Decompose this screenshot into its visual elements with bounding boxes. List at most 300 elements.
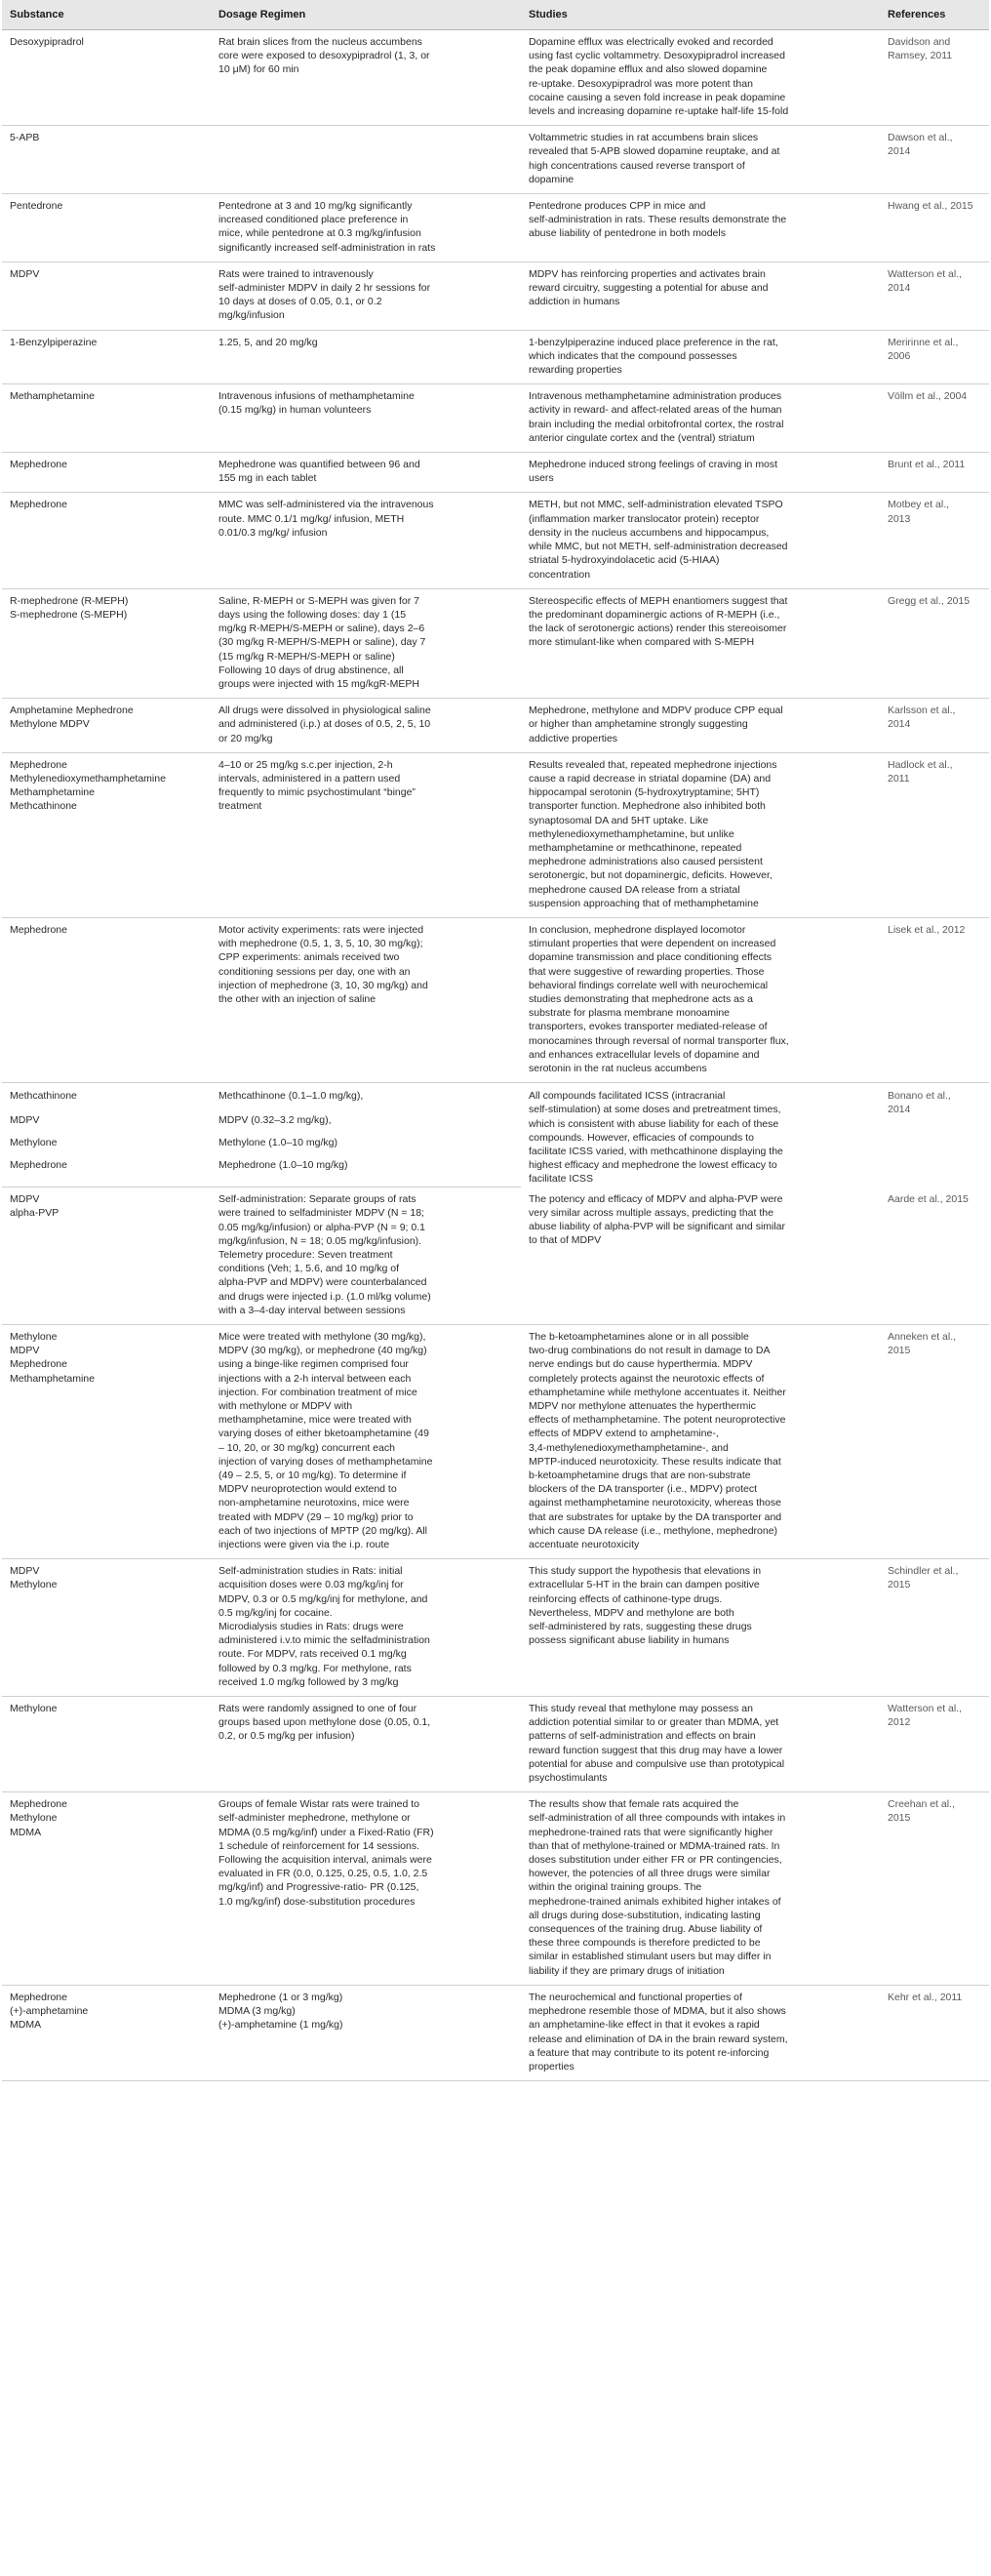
reference-cell — [880, 1559, 989, 1697]
studies-cell-line: possess significant abuse liability in humans — [529, 1634, 730, 1647]
dosage-cell-line: with a 3–4-day interval between sessions — [218, 1304, 406, 1316]
studies-cell-line: levels and increasing dopamine re-uptake half-life 15-fold — [529, 105, 789, 118]
dosage-cell — [211, 493, 521, 588]
studies-cell-line: brain including the medial orbitofrontal cortex, the rostral — [529, 418, 784, 430]
studies-cell-line: doses substitution under either FR or PR contingencies, — [529, 1854, 782, 1867]
dosage-cell-line: Rats were trained to intravenously — [218, 267, 374, 280]
substance-cell-line: Amphetamine Mephedrone — [10, 704, 134, 717]
studies-cell-line: activity in reward- and affect-related areas of the human — [529, 404, 782, 417]
studies-cell-line: self-administration of all three compounds with intakes in — [529, 1812, 786, 1825]
studies-cell-line: 1-benzylpiperazine induced place preference in the rat, — [529, 336, 778, 348]
dosage-cell-line: followed by 0.3 mg/kg. For methylone, rats — [218, 1662, 412, 1674]
substance-cell: Methcathinone — [10, 1090, 77, 1103]
substance-cell-line: Mephedrone — [10, 1798, 67, 1811]
dosage-cell-line: received 1.0 mg/kg followed by 3 mg/kg — [218, 1675, 399, 1688]
reference-cell-line: 2014 — [888, 718, 911, 731]
dosage-cell-line: were trained to selfadminister MDPV (N = 18; — [218, 1207, 424, 1220]
dosage-cell-line: Following 10 days of drug abstinence, all — [218, 664, 404, 676]
dosage-cell — [211, 1324, 521, 1558]
reference-cell-line: Watterson et al., — [888, 267, 963, 280]
dosage-cell-line: (15 mg/kg R-MEPH/S-MEPH or saline) — [218, 650, 395, 663]
studies-cell-line: properties — [529, 2060, 575, 2073]
table-row — [2, 1083, 989, 1113]
studies-cell — [521, 917, 880, 1082]
dosage-cell: Methylone (1.0–10 mg/kg) — [218, 1137, 337, 1149]
dosage-cell-line: methamphetamine, mice were treated with — [218, 1414, 412, 1427]
dosage-cell-line: intervals, administered in a pattern used — [218, 772, 401, 785]
studies-cell-line: b-ketoamphetamine drugs that are non-substrate — [529, 1469, 751, 1481]
dosage-cell-line: conditioning sessions per day, one with an — [218, 965, 411, 978]
dosage-cell-line: 1 schedule of reinforcement for 14 sessions. — [218, 1839, 420, 1852]
table-row — [2, 330, 989, 384]
substance-cell — [2, 1324, 211, 1558]
reference-cell-line: 2006 — [888, 349, 911, 362]
table-row — [2, 384, 989, 453]
reference-cell-line: Dawson et al., — [888, 132, 953, 144]
studies-cell-line: psychostimulants — [529, 1772, 608, 1785]
studies-cell — [521, 384, 880, 453]
dosage-cell-line: injections were given via the i.p. route — [218, 1539, 390, 1550]
studies-cell-line: more stimulant-like when compared with S-MEPH — [529, 636, 755, 649]
studies-cell-line: hippocampal serotonin (5-hydroxytryptamine; 5HT) — [529, 786, 760, 799]
reference-cell — [880, 1985, 989, 2080]
dosage-cell — [211, 453, 521, 493]
reference-cell — [880, 493, 989, 588]
dosage-cell: Mephedrone (1.0–10 mg/kg) — [211, 1157, 521, 1187]
reference-cell — [880, 194, 989, 262]
substance-cell-line: Methylone — [10, 1330, 58, 1343]
dosage-cell-line: each of two injections of MPTP (20 mg/kg). All — [218, 1524, 427, 1537]
studies-cell — [521, 262, 880, 330]
studies-cell-line: or higher than amphetamine strongly suggesting — [529, 718, 748, 731]
studies-cell-line: Voltammetric studies in rat accumbens brain slices — [529, 132, 759, 144]
dosage-cell-line: Groups of female Wistar rats were trained to — [218, 1798, 419, 1811]
dosage-cell-line: (49 – 2.5, 5, or 10 mg/kg). To determine if — [218, 1469, 407, 1481]
table-body-continued — [2, 1187, 989, 2081]
dosage-cell — [211, 262, 521, 330]
dosage-cell — [211, 1792, 521, 1986]
studies-cell-line: serotonergic, but not dopaminergic, deficits. However, — [529, 869, 773, 882]
dosage-cell-line: MDPV neuroprotection would extend to — [218, 1483, 397, 1496]
dosage-cell-line: 0.5 mg/kg/inj for cocaine. — [218, 1606, 333, 1619]
reference-cell-line: Creehan et al., — [888, 1798, 955, 1811]
dosage-cell-line: with mephedrone (0.5, 1, 3, 5, 10, 30 mg/kg); — [218, 938, 423, 950]
table-row — [2, 493, 989, 588]
substance-cell-line: Methylenedioxymethamphetamine — [10, 772, 166, 785]
table-body-bonano — [2, 1083, 989, 1187]
studies-cell-line: that are substrates for uptake by the DA transporter and — [529, 1510, 782, 1523]
dosage-cell — [211, 1985, 521, 2080]
studies-cell-line: self-administered by rats, suggesting these drugs — [529, 1621, 752, 1633]
studies-cell-line: compounds. However, efficacies of compounds to — [529, 1131, 754, 1144]
studies-cell-line: studies demonstrating that mephedrone acts as a — [529, 992, 753, 1005]
substance-cell — [2, 752, 211, 917]
reference-cell-line: 2014 — [888, 1104, 911, 1116]
studies-cell-line: mephedrone resemble those of MDMA, but it also shows — [529, 2005, 786, 2018]
dosage-cell-line: with methylone or MDPV with — [218, 1399, 353, 1412]
reference-cell — [880, 917, 989, 1082]
substance-cell-line: MDPV — [10, 267, 40, 280]
studies-cell-line: MPTP-induced neurotoxicity. These results indicate that — [529, 1455, 781, 1468]
substance-cell — [2, 699, 211, 753]
dosage-cell-line: conditions (Veh; 1, 5.6, and 10 mg/kg of — [218, 1263, 400, 1275]
substance-cell-line: R-mephedrone (R-MEPH) — [10, 594, 129, 607]
substance-cell-line: Mephedrone — [10, 1358, 67, 1371]
dosage-cell-line: self-administer MDPV in daily 2 hr sessions for — [218, 282, 431, 295]
studies-cell-line: reward circuitry, suggesting a potential for abuse and — [529, 282, 769, 295]
dosage-cell — [211, 917, 521, 1082]
dosage-cell-line: mg/kg R-MEPH/S-MEPH or saline), days 2–6 — [218, 623, 425, 635]
studies-cell-line: very similar across multiple assays, predicting that the — [529, 1206, 773, 1219]
substance-cell-line: Mephedrone — [10, 499, 67, 511]
table-row — [2, 1792, 989, 1986]
studies-cell-line: mephedrone-trained rats that were significantly higher — [529, 1826, 773, 1838]
studies-cell-line: Nevertheless, MDPV and methylone are both — [529, 1606, 734, 1619]
dosage-cell: Methcathinone (0.1–1.0 mg/kg), — [218, 1090, 364, 1103]
dosage-cell-line: 10 days at doses of 0.05, 0.1, or 0.2 — [218, 296, 382, 308]
studies-cell-line: highest efficacy and mephedrone the lowest efficacy to — [529, 1159, 777, 1172]
dosage-cell — [211, 384, 521, 453]
studies-cell-line: All compounds facilitated ICSS (intracranial — [529, 1090, 726, 1103]
dosage-cell-line: injections with a 2-h interval between each — [218, 1372, 412, 1385]
dosage-cell-line: or 20 mg/kg — [218, 732, 273, 745]
substance-cell-line: Mephedrone — [10, 459, 67, 471]
reference-cell-line: Meririnne et al., — [888, 336, 959, 348]
dosage-cell — [211, 126, 521, 194]
reference-cell — [880, 262, 989, 330]
table-row — [2, 752, 989, 917]
studies-cell-line: This study reveal that methylone may possess an — [529, 1703, 753, 1715]
substance-cell-line: MDMA — [10, 2019, 42, 2032]
studies-cell-line: In conclusion, mephedrone displayed locomotor — [529, 923, 746, 936]
studies-cell-line: substrate for plasma membrane monoamine — [529, 1007, 731, 1020]
dosage-cell-line: the other with an injection of saline — [218, 992, 377, 1005]
studies-cell — [521, 588, 880, 698]
substance-cell-line: S-mephedrone (S-MEPH) — [10, 608, 128, 621]
dosage-cell-line: 0.01/0.3 mg/kg/ infusion — [218, 526, 328, 539]
dosage-cell-line: Rat brain slices from the nucleus accumbens — [218, 36, 422, 48]
reference-cell-line: Brunt et al., 2011 — [888, 459, 966, 471]
studies-cell-line: facilitate ICSS — [529, 1173, 593, 1186]
substance-cell-line: 1-Benzylpiperazine — [10, 336, 98, 348]
studies-cell-line: which is consistent with abuse liability for each of these — [529, 1117, 779, 1130]
studies-cell-line: The potency and efficacy of MDPV and alpha-PVP were — [529, 1192, 783, 1205]
studies-cell-line: rewarding properties — [529, 364, 622, 377]
studies-cell-line: self-administration in rats. These results demonstrate the — [529, 214, 787, 226]
dosage-cell — [211, 1697, 521, 1792]
reference-cell — [880, 588, 989, 698]
studies-cell-line: Mephedrone induced strong feelings of craving in most — [529, 459, 778, 471]
reference-cell-line: Watterson et al., — [888, 1703, 963, 1715]
dosage-cell-line: (30 mg/kg R-MEPH/S-MEPH or saline), day 7 — [218, 636, 426, 649]
studies-cell-line: all drugs during dose-substitution, indicating lasting — [529, 1909, 761, 1921]
studies-cell-line: transporters, evokes transporter mediated-release of — [529, 1021, 768, 1033]
dosage-cell-line: significantly increased self-administration in rats — [218, 241, 436, 254]
substance-cell-line: Methamphetamine — [10, 390, 95, 403]
substance-cell-line: MDPV — [10, 1565, 40, 1578]
substance-cell-line: Mephedrone — [10, 758, 67, 771]
studies-cell-line: MDPV nor methylone attenuates the hyperthermic — [529, 1399, 756, 1412]
studies-cell-line: METH, but not MMC, self-administration elevated TSPO — [529, 499, 783, 511]
substance-cell — [2, 1697, 211, 1792]
substance-cell — [2, 384, 211, 453]
substance-cell-line: Methylone MDPV — [10, 718, 90, 731]
studies-cell — [521, 699, 880, 753]
reference-cell — [880, 1697, 989, 1792]
dosage-cell-line: route. MMC 0.1/1 mg/kg/ infusion, METH — [218, 512, 405, 525]
dosage-cell-line: alpha-PVP and MDPV) were counterbalanced — [218, 1276, 427, 1289]
dosage-cell-line: 155 mg in each tablet — [218, 472, 317, 485]
reference-cell-line: 2011 — [888, 772, 910, 785]
reference-cell — [880, 330, 989, 384]
table-row — [2, 126, 989, 194]
studies-cell-line: accentuate neurotoxicity — [529, 1539, 640, 1550]
dosage-cell-line: varying doses of either bketoamphetamine (49 — [218, 1428, 429, 1440]
studies-cell-line: The results show that female rats acquired the — [529, 1798, 739, 1811]
substance-cell — [2, 1187, 211, 1325]
studies-cell-line: potential for abuse and compulsive use than prototypical — [529, 1757, 785, 1770]
table-row — [2, 1559, 989, 1697]
dosage-cell-line: MDMA (0.5 mg/kg/inf) under a Fixed-Ratio (FR) — [218, 1826, 434, 1838]
studies-cell-line: Intravenous methamphetamine administration produces — [529, 390, 782, 403]
studies-cell-line: addiction in humans — [529, 296, 620, 308]
dosage-cell-line: using a binge-like regimen comprised four — [218, 1358, 409, 1371]
dosage-cell-line: MDPV, 0.3 or 0.5 mg/kg/inj for methylone, and — [218, 1592, 428, 1605]
dosage-cell-line: core were exposed to desoxypipradrol (1, 3, or — [218, 50, 430, 62]
studies-cell-line: concentration — [529, 568, 591, 581]
dosage-cell-line: 1.25, 5, and 20 mg/kg — [218, 336, 318, 348]
dosage-cell — [211, 330, 521, 384]
substance-cell: Methylone — [10, 1137, 58, 1149]
studies-cell-line: ethamphetamine while methylone accentuates it. Neither — [529, 1386, 786, 1398]
substance-cell-line: Pentedrone — [10, 200, 63, 213]
studies-cell-line: while MMC, but not METH, self-administration decreased — [529, 541, 788, 553]
studies-cell-line: two-drug combinations do not result in damage to DA — [529, 1345, 771, 1357]
dosage-cell-line: (+)-amphetamine (1 mg/kg) — [218, 2019, 343, 2032]
studies-cell-line: transporter function. Mephedrone also inhibited both — [529, 800, 766, 813]
dosage-cell-line: Rats were randomly assigned to one of four — [218, 1703, 417, 1715]
header-substance: Substance — [2, 0, 211, 30]
dosage-cell-line: Self-administration studies in Rats: initial — [218, 1565, 403, 1578]
dosage-cell-line: MDMA (3 mg/kg) — [218, 2005, 296, 2018]
studies-cell — [521, 752, 880, 917]
studies-cell-line: similar in established stimulant users but may differ in — [529, 1951, 772, 1963]
studies-cell — [521, 30, 880, 126]
substance-cell-line: Mephedrone — [10, 1991, 67, 2003]
table-row — [2, 1985, 989, 2080]
dosage-cell-line: Pentedrone at 3 and 10 mg/kg significantly — [218, 200, 413, 213]
substance-cell-line: Methamphetamine — [10, 786, 95, 799]
reference-cell — [880, 699, 989, 753]
studies-cell-line: methamphetamine or methcathinone, repeated — [529, 841, 742, 854]
substance-cell — [2, 493, 211, 588]
studies-cell-line: extracellular 5-HT in the brain can dampen positive — [529, 1579, 760, 1591]
studies-cell-line: revealed that 5-APB slowed dopamine reuptake, and at — [529, 145, 780, 158]
substance-cell — [2, 194, 211, 262]
dosage-cell-line: non-amphetamine neurotoxins, mice were — [218, 1497, 410, 1509]
substance-cell-line: Methylone — [10, 1703, 58, 1715]
substance-cell — [2, 1792, 211, 1986]
studies-cell-line: and enhances extracellular levels of dopamine and — [529, 1048, 760, 1061]
table-row — [2, 1324, 989, 1558]
dosage-cell-line: mg/kg/infusion — [218, 309, 285, 322]
substance-cell — [2, 262, 211, 330]
studies-cell — [521, 1324, 880, 1558]
studies-cell — [521, 194, 880, 262]
studies-cell — [521, 1083, 880, 1187]
studies-cell-line: mephedrone caused DA release from a striatal — [529, 883, 740, 896]
studies-cell-line: Stereospecific effects of MEPH enantiomers suggest that — [529, 594, 788, 607]
substance-cell-line: Methylone — [10, 1579, 58, 1591]
studies-cell-line: Mephedrone, methylone and MDPV produce CPP equal — [529, 704, 783, 717]
dosage-cell-line: 4–10 or 25 mg/kg s.c.per injection, 2-h — [218, 758, 393, 771]
dosage-cell-line: Intravenous infusions of methamphetamine — [218, 390, 415, 403]
reference-cell-line: Davidson and — [888, 36, 951, 48]
dosage-cell-line: mg/kg/infusion, N = 18; 0.05 mg/kg/infusion). — [218, 1234, 422, 1247]
dosage-cell-line: injection. For combination treatment of mice — [218, 1386, 417, 1398]
dosage-cell-line: groups were injected with 15 mg/kgR-MEPH — [218, 677, 420, 690]
table-row — [2, 1697, 989, 1792]
substance-cell — [2, 30, 211, 126]
studies-cell-line: the predominant dopaminergic actions of R-MEPH (i.e., — [529, 608, 780, 621]
studies-cell-line: than that of methylone-trained or MDMA-trained rats. In — [529, 1839, 780, 1852]
studies-cell-line: MDPV has reinforcing properties and activates brain — [529, 267, 766, 280]
substance-cell — [2, 917, 211, 1082]
studies-cell-line: dopamine — [529, 173, 575, 185]
dosage-cell-line: Self-administration: Separate groups of rats — [218, 1193, 416, 1206]
studies-cell-line: high concentrations caused reverse transport of — [529, 159, 745, 172]
studies-cell-line: the lack of serotonergic actions) render this stereoisomer — [529, 623, 787, 635]
studies-cell-line: release and elimination of DA in the brain reward system, — [529, 2033, 788, 2045]
table-row — [2, 588, 989, 698]
studies-cell-line: consequences of the training drug. Abuse liability of — [529, 1923, 763, 1936]
substance-cell-line: Methcathinone — [10, 800, 77, 813]
studies-cell-line: This study support the hypothesis that elevations in — [529, 1565, 762, 1578]
studies-cell — [521, 330, 880, 384]
reference-cell — [880, 126, 989, 194]
studies-cell-line: the peak dopamine efflux and also slowed dopamine — [529, 63, 768, 76]
dosage-cell-line: treatment — [218, 800, 262, 813]
studies-cell-line: effects of methamphetamine. The potent neuroprotective — [529, 1414, 786, 1427]
dosage-cell-line: Following the acquisition interval, animals were — [218, 1854, 432, 1867]
studies-cell-line: suspension approaching that of methamphetamine — [529, 897, 759, 909]
studies-cell-line: density in the nucleus accumbens and hippocampus, — [529, 526, 770, 539]
studies-cell-line: these three compounds is therefore predicted to be — [529, 1937, 761, 1950]
studies-cell-line: The b-ketoamphetamines alone or in all possible — [529, 1330, 749, 1343]
dosage-cell-line: increased conditioned place preference in — [218, 214, 409, 226]
studies-cell-line: Results revealed that, repeated mephedrone injections — [529, 758, 777, 771]
dosage-cell-line: mice, while pentedrone at 0.3 mg/kg/infusion — [218, 227, 421, 240]
substance-cell: MDPV — [10, 1114, 40, 1127]
studies-cell — [521, 1792, 880, 1986]
reference-cell-line: Kehr et al., 2011 — [888, 1991, 963, 2003]
studies-cell-line: that were suggestive of rewarding properties. Those — [529, 965, 765, 978]
dosage-cell-line: administered i.v.to mimic the selfadministration — [218, 1634, 430, 1647]
table-row — [2, 453, 989, 493]
reference-cell-line: Lisek et al., 2012 — [888, 923, 966, 936]
studies-cell-line: nerve endings but do cause hyperthermia. MDPV — [529, 1358, 753, 1371]
reference-cell-line: 2015 — [888, 1579, 911, 1591]
studies-cell-line: abuse liability of alpha-PVP will be significant and similar — [529, 1221, 786, 1233]
reference-cell-line: Aarde et al., 2015 — [888, 1192, 969, 1205]
reference-cell-line: Bonano et al., — [888, 1090, 951, 1103]
studies-cell-line: within the original training groups. The — [529, 1881, 702, 1894]
substance-cell-line: MDPV — [10, 1193, 40, 1206]
studies-cell-line: effects of MDPV extend to amphetamine-, — [529, 1428, 719, 1440]
dosage-cell-line: 10 μM) for 60 min — [218, 63, 299, 76]
studies-cell-line: facilitate ICSS varied, with methcathinone displaying the — [529, 1146, 783, 1158]
studies-cell-line: monocamines through reversal of normal transporter flux, — [529, 1034, 789, 1047]
reference-cell — [880, 752, 989, 917]
substance-cell-line: MDMA — [10, 1826, 42, 1838]
dosage-cell-line: frequently to mimic psychostimulant “binge” — [218, 786, 416, 799]
studies-cell-line: using fast cyclic voltammetry. Desoxypipradrol increased — [529, 50, 785, 62]
dosage-cell-line: 1.0 mg/kg/inf) dose-substitution procedures — [218, 1895, 416, 1908]
studies-cell — [521, 1559, 880, 1697]
reference-cell — [880, 384, 989, 453]
substance-cell — [2, 1559, 211, 1697]
studies-cell-line: 3,4-methylenedioxymethamphetamine-, and — [529, 1441, 729, 1454]
studies-cell-line: liability if they are primary drugs of initiation — [529, 1964, 725, 1977]
substance-cell-line: Methamphetamine — [10, 1372, 95, 1385]
substance-studies-table — [2, 0, 989, 2081]
studies-cell-line: methylenedioxymethamphetamine, but unlike — [529, 827, 734, 840]
dosage-cell-line: and drugs were injected i.p. (1.0 ml/kg volume) — [218, 1290, 431, 1303]
reference-cell-line: Gregg et al., 2015 — [888, 594, 971, 607]
studies-cell-line: which cause DA release (i.e., methylone, mephedrone) — [529, 1524, 778, 1537]
studies-cell-line: mephedrone-trained animals exhibited higher intakes of — [529, 1895, 781, 1908]
header-row — [2, 0, 989, 30]
dosage-cell: MDPV (0.32–3.2 mg/kg), — [218, 1114, 332, 1127]
studies-cell-line: cause a rapid decrease in striatal dopamine (DA) and — [529, 772, 772, 785]
table-row — [2, 917, 989, 1082]
studies-cell-line: The neurochemical and functional properties of — [529, 1991, 742, 2003]
studies-cell — [521, 493, 880, 588]
dosage-cell-line: days using the following doses: day 1 (15 — [218, 608, 407, 621]
dosage-cell-line: Microdialysis studies in Rats: drugs were — [218, 1621, 404, 1633]
studies-cell-line: reward function suggest that this drug may have a lower — [529, 1744, 783, 1756]
studies-cell-line: dopamine transmission and place conditioning effects — [529, 951, 773, 964]
table-row — [2, 194, 989, 262]
table-row — [2, 262, 989, 330]
dosage-cell-line: MMC was self-administered via the intravenous — [218, 499, 434, 511]
reference-cell-line: 2015 — [888, 1812, 911, 1825]
dosage-cell-line: Mice were treated with methylone (30 mg/kg), — [218, 1330, 426, 1343]
dosage-cell — [211, 699, 521, 753]
studies-cell — [521, 1187, 880, 1325]
studies-cell-line: against methamphetamine neurotoxicity, whereas those — [529, 1497, 781, 1509]
studies-cell-line: synaptosomal DA and 5HT uptake. Like — [529, 814, 709, 826]
dosage-cell-line: 0.2, or 0.5 mg/kg per infusion) — [218, 1730, 355, 1743]
reference-cell-line: Schindler et al., — [888, 1565, 959, 1578]
studies-cell — [521, 126, 880, 194]
header-dosage-regimen: Dosage Regimen — [211, 0, 521, 30]
header-references: References — [880, 0, 989, 30]
dosage-cell-line: groups based upon methylone dose (0.05, 0.1, — [218, 1716, 431, 1729]
table-row — [2, 699, 989, 753]
substance-cell — [2, 588, 211, 698]
reference-cell — [880, 1792, 989, 1986]
reference-cell — [880, 1187, 989, 1325]
reference-cell — [880, 1324, 989, 1558]
studies-cell-line: mephedrone administrations also caused persistent — [529, 856, 763, 868]
dosage-cell-line: – 10, 20, or 30 mg/kg) concurrent each — [218, 1441, 395, 1454]
studies-cell-line: cocaine causing a seven fold increase in peak dopamine — [529, 91, 786, 103]
substance-cell-line: Mephedrone — [10, 923, 67, 936]
studies-cell-line: stimulant properties that were dependent on increased — [529, 938, 776, 950]
dosage-cell-line: Mephedrone was quantified between 96 and — [218, 459, 420, 471]
reference-cell-line: 2012 — [888, 1716, 911, 1729]
